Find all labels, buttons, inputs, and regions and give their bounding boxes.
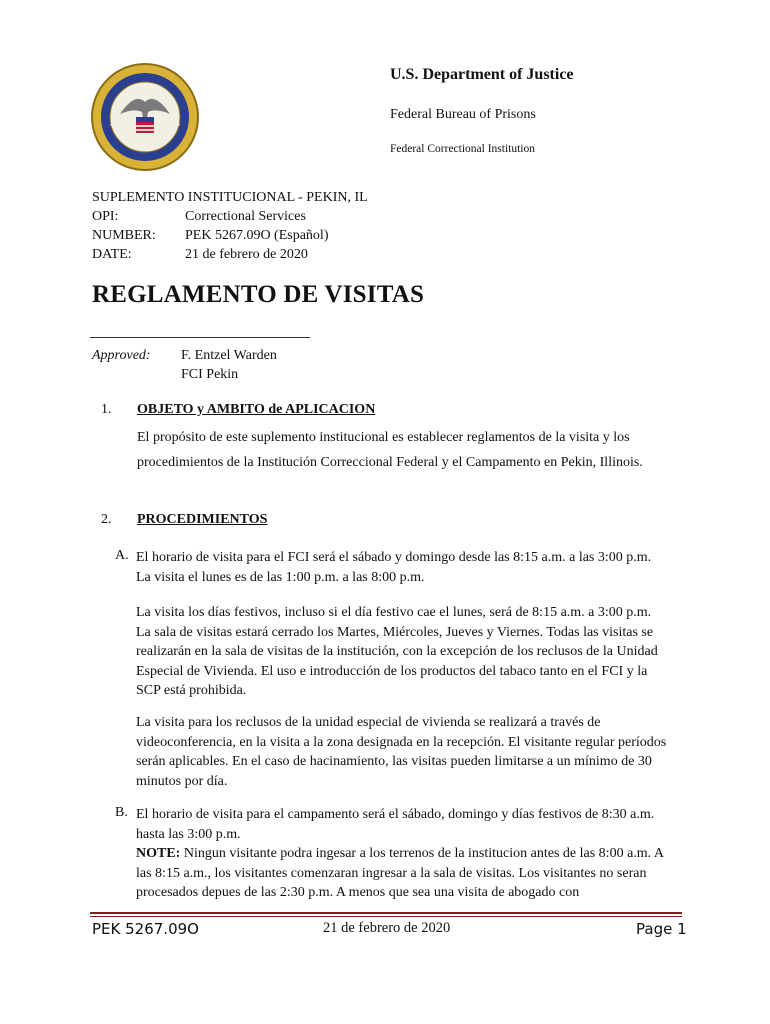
approver-org: FCI Pekin [181,367,239,382]
footer-rule [90,912,682,914]
date-label: DATE: [92,247,132,262]
section-1-number: 1. [101,402,112,417]
page-title: REGLAMENTO DE VISITAS [92,281,425,308]
section-1-title: OBJETO y AMBITO de APLICACION [137,402,376,417]
footer-page-number: Page 1 [636,920,687,938]
note-text: Ningun visitante podra ingesar a los terrenos de la institucion antes de las 8:00 a.m. A las 8:15 a.m., los visitantes comenzaran ingresar a la sala de visitas. Los visitantes no seran procesados depues de las 2:30 p.m. A menos que sea una visita de abogado con [136,846,664,900]
document-meta [92,188,368,264]
department-name: U.S. Department of Justice [390,66,574,83]
date-row [92,245,368,264]
bureau-name: Federal Bureau of Prisons [390,107,536,122]
approved-label: Approved: [92,348,151,363]
number-value: PEK 5267.09O (Español) [185,228,329,243]
subsection-b-paragraph-1: El horario de visita para el campamento será el sábado, domingo y días festivos de 8:30 a.m. hasta las 3:00 p.m. [136,807,655,842]
date-value: 21 de febrero de 2020 [185,247,308,262]
signature-line [90,337,310,338]
note-label: NOTE: [136,846,181,861]
subsection-a-paragraph-2: La visita los días festivos, incluso si el día festivo cae el lunes, será de 8:15 a.m. a 3:00 p.m. La sala de visitas estará cerrado los Martes, Miércoles, Jueves y Viernes. Todas las visitas se realizarán en la sala de visitas de la institución, con la excepción de los reclusos de la Unidad Especial de Vivienda. El uso e introducción de los productos del tabaco tanto en el FCI y la SCP está prohibida. [136,605,658,698]
subsection-a-letter: A. [115,548,129,563]
opi-row [92,207,368,226]
section-1-body: El propósito de este suplemento institucional es establecer reglamentos de la visita y los procedimientos de la Institución Correccional Federal y el Campamento en Pekin, Illinois. [137,430,643,470]
footer-doc-number: PEK 5267.09O [92,920,199,938]
subsection-b-note [136,844,682,903]
number-row [92,226,368,245]
institution-name: Federal Correctional Institution [390,143,535,155]
approval-block [92,346,277,384]
subsection-a-paragraph-1: El horario de visita para el FCI será el sábado y domingo desde las 8:15 a.m. a las 3:00 p.m. La visita el lunes es de las 1:00 p.m. a las 8:00 p.m. [136,550,652,585]
number-label: NUMBER: [92,228,156,243]
section-2-number: 2. [101,512,112,527]
footer-date: 21 de febrero de 2020 [323,920,451,936]
supplement-line: SUPLEMENTO INSTITUCIONAL - PEKIN, IL [92,190,368,205]
footer-rule-thin [90,916,682,917]
approver-name: F. Entzel Warden [181,348,277,363]
section-2-title: PROCEDIMIENTOS [137,512,268,527]
opi-label: OPI: [92,209,119,224]
subsection-a-paragraph-3: La visita para los reclusos de la unidad especial de vivienda se realizará a través de videoconferencia, en la visita a la zona designada en la recepción. El visitante regular períodos serán aplicables. En el caso de hacinamiento, las visitas pueden limitarse a un mínimo de 30 minutos por día. [136,715,667,789]
subsection-b-letter: B. [115,805,128,820]
opi-value: Correctional Services [185,209,306,224]
doj-seal-icon [90,62,200,172]
